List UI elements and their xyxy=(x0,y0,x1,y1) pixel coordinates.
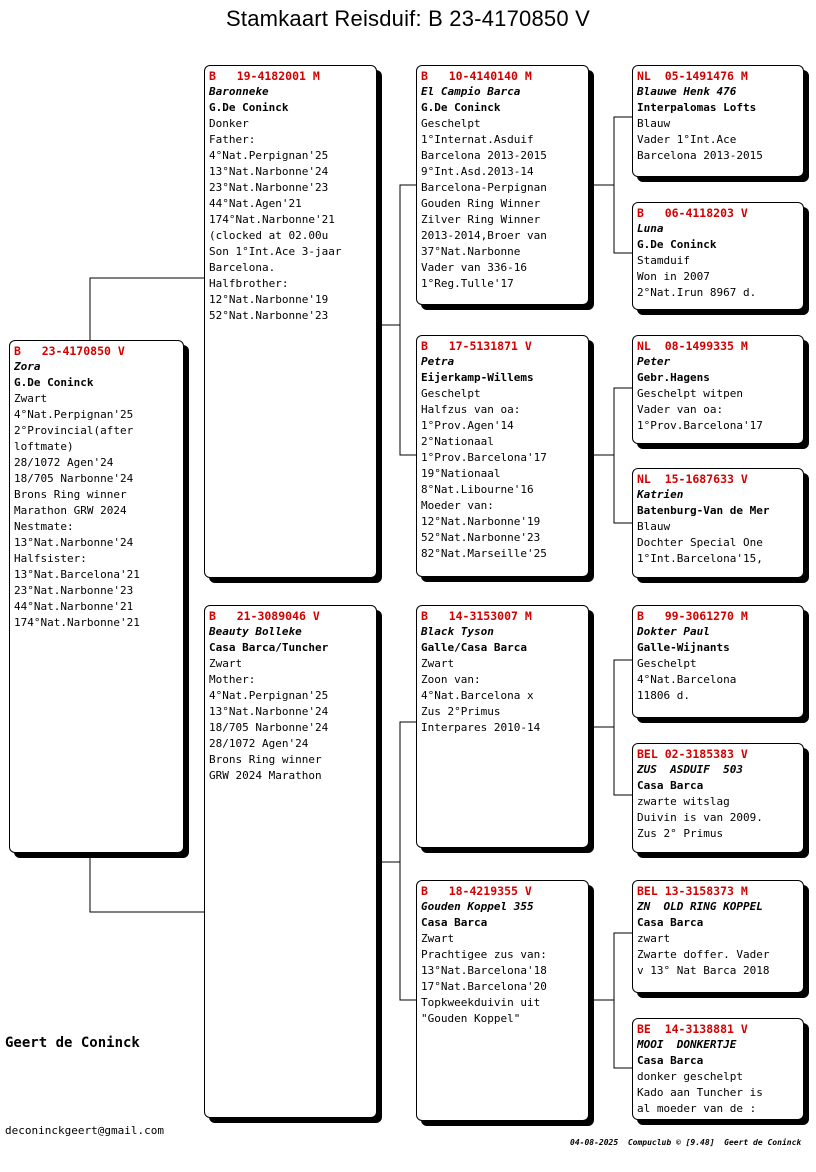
breeder-name: G.De Coninck xyxy=(209,101,289,114)
info-line: Zilver Ring Winner xyxy=(421,213,541,226)
ring-number: NL 05-1491476 M xyxy=(637,69,748,83)
info-line: 2013-2014,Broer van xyxy=(421,229,547,242)
info-line: al moeder van de : xyxy=(637,1102,757,1115)
info-line: Duivin is van 2009. xyxy=(637,811,763,824)
info-line: Brons Ring winner xyxy=(14,488,127,501)
info-line: 9°Int.Asd.2013-14 xyxy=(421,165,534,178)
info-line: Blauw xyxy=(637,117,671,130)
pigeon-name: Beauty Bolleke xyxy=(209,625,302,638)
info-line: Topkweekduivin uit xyxy=(421,996,541,1009)
ring-number: B 10-4140140 M xyxy=(421,69,532,83)
info-line: 2°Nationaal xyxy=(421,435,494,448)
breeder-name: G.De Coninck xyxy=(637,238,717,251)
pigeon-name: ZUS ASDUIF 503 xyxy=(637,763,743,776)
info-line: Vader 1°Int.Ace xyxy=(637,133,737,146)
great-grandparent-fff-card[interactable] xyxy=(632,65,804,177)
info-line: Halfbrother: xyxy=(209,277,289,290)
owner-email: deconinckgeert@gmail.com xyxy=(5,1124,164,1137)
pigeon-name: El Campio Barca xyxy=(421,85,521,98)
info-line: 12°Nat.Narbonne'19 xyxy=(209,293,329,306)
info-line: Zwarte doffer. Vader xyxy=(637,948,770,961)
great-grandparent-ffm-card[interactable] xyxy=(632,202,804,310)
great-grandparent-mmm-card[interactable] xyxy=(632,1018,804,1120)
info-line: zwarte witslag xyxy=(637,795,730,808)
info-line: Donker xyxy=(209,117,249,130)
pigeon-name: ZN OLD RING KOPPEL xyxy=(637,900,763,913)
info-line: 1°Prov.Barcelona'17 xyxy=(421,451,547,464)
info-line: 2°Nat.Irun 8967 d. xyxy=(637,286,757,299)
info-line: Brons Ring winner xyxy=(209,753,322,766)
ring-number: NL 08-1499335 M xyxy=(637,339,748,353)
breeder-name: Eijerkamp-Willems xyxy=(421,371,534,384)
info-line: 23°Nat.Narbonne'23 xyxy=(209,181,329,194)
ring-number: B 19-4182001 M xyxy=(209,69,320,83)
ring-number: NL 15-1687633 V xyxy=(637,472,748,486)
info-line: v 13° Nat Barca 2018 xyxy=(637,964,770,977)
info-line: Blauw xyxy=(637,520,671,533)
info-line: 13°Nat.Narbonne'24 xyxy=(209,165,329,178)
breeder-name: Casa Barca xyxy=(637,1054,704,1067)
info-line: Moeder van: xyxy=(421,499,494,512)
info-line: 37°Nat.Narbonne xyxy=(421,245,521,258)
ring-number: BE 14-3138881 V xyxy=(637,1022,748,1036)
info-line: 1°Prov.Agen'14 xyxy=(421,419,514,432)
ring-number: B 18-4219355 V xyxy=(421,884,532,898)
info-line: Marathon GRW 2024 xyxy=(14,504,127,517)
breeder-name: Batenburg-Van de Mer xyxy=(637,504,770,517)
info-line: 1°Prov.Barcelona'17 xyxy=(637,419,763,432)
info-line: 44°Nat.Agen'21 xyxy=(209,197,302,210)
info-line: Son 1°Int.Ace 3-jaar xyxy=(209,245,342,258)
info-line: 52°Nat.Narbonne'23 xyxy=(421,531,541,544)
info-line: 4°Nat.Perpignan'25 xyxy=(209,149,329,162)
info-line: Zus 2° Primus xyxy=(637,827,724,840)
great-grandparent-mmf-card[interactable] xyxy=(632,880,804,993)
great-grandparent-mff-card[interactable] xyxy=(632,605,804,718)
info-line: GRW 2024 Marathon xyxy=(209,769,322,782)
info-line: 174°Nat.Narbonne'21 xyxy=(209,213,335,226)
info-line: Barcelona-Perpignan xyxy=(421,181,547,194)
info-line: Barcelona. xyxy=(209,261,276,274)
ring-number: B 21-3089046 V xyxy=(209,609,320,623)
info-line: 19°Nationaal xyxy=(421,467,501,480)
ring-number: B 17-5131871 V xyxy=(421,339,532,353)
print-footer xyxy=(570,1138,801,1147)
ring-number: BEL 02-3185383 V xyxy=(637,747,748,761)
info-line: Geschelpt witpen xyxy=(637,387,743,400)
info-line: 18/705 Narbonne'24 xyxy=(14,472,134,485)
maternal-grandmother-card[interactable] xyxy=(416,880,589,1121)
info-line: Kado aan Tuncher is xyxy=(637,1086,763,1099)
info-line: Zwart xyxy=(14,392,48,405)
info-line: Vader van oa: xyxy=(637,403,724,416)
breeder-name: Casa Barca xyxy=(421,916,488,929)
info-line: Zoon van: xyxy=(421,673,481,686)
info-line: 13°Nat.Barcelona'18 xyxy=(421,964,547,977)
paternal-grandfather-card[interactable] xyxy=(416,65,589,305)
great-grandparent-fmm-card[interactable] xyxy=(632,468,804,578)
info-line: 12°Nat.Narbonne'19 xyxy=(421,515,541,528)
pigeon-name: Petra xyxy=(421,355,455,368)
pigeon-name: Gouden Koppel 355 xyxy=(421,900,534,913)
great-grandparent-fmf-card[interactable] xyxy=(632,335,804,444)
info-line: 174°Nat.Narbonne'21 xyxy=(14,616,140,629)
pigeon-name: Katrien xyxy=(637,488,684,501)
info-line: 44°Nat.Narbonne'21 xyxy=(14,600,134,613)
info-line: Stamduif xyxy=(637,254,690,267)
info-line: Halfzus van oa: xyxy=(421,403,521,416)
ring-number: B 99-3061270 M xyxy=(637,609,748,623)
program-credit: Compuclub © [9.48] Geert de Coninck xyxy=(627,1138,802,1147)
breeder-name: G.De Coninck xyxy=(14,376,94,389)
info-line: 13°Nat.Narbonne'24 xyxy=(14,536,134,549)
info-line: loftmate) xyxy=(14,440,74,453)
info-line: 28/1072 Agen'24 xyxy=(209,737,309,750)
info-line: "Gouden Koppel" xyxy=(421,1012,521,1025)
info-line: Father: xyxy=(209,133,256,146)
ring-number: B 06-4118203 V xyxy=(637,206,748,220)
maternal-grandfather-card[interactable] xyxy=(416,605,589,848)
info-line: Barcelona 2013-2015 xyxy=(637,149,763,162)
info-line: 1°Internat.Asduif xyxy=(421,133,534,146)
info-line: 4°Nat.Perpignan'25 xyxy=(209,689,329,702)
info-line: 2°Provincial(after xyxy=(14,424,134,437)
info-line: Zus 2°Primus xyxy=(421,705,501,718)
mother-pigeon-card[interactable] xyxy=(204,605,377,1118)
info-line: (clocked at 02.00u xyxy=(209,229,329,242)
info-line: 52°Nat.Narbonne'23 xyxy=(209,309,329,322)
info-line: 4°Nat.Perpignan'25 xyxy=(14,408,134,421)
info-line: 13°Nat.Barcelona'21 xyxy=(14,568,140,581)
info-line: Zwart xyxy=(421,657,455,670)
owner-name: Geert de Coninck xyxy=(5,1035,140,1051)
breeder-name: G.De Coninck xyxy=(421,101,501,114)
ring-number: B 23-4170850 V xyxy=(14,344,125,358)
paternal-grandmother-card[interactable] xyxy=(416,335,589,577)
pigeon-name: Baronneke xyxy=(209,85,269,98)
pigeon-name: Dokter Paul xyxy=(637,625,710,638)
great-grandparent-mfm-card[interactable] xyxy=(632,743,804,853)
ring-number: B 14-3153007 M xyxy=(421,609,532,623)
info-line: Won in 2007 xyxy=(637,270,710,283)
info-line: zwart xyxy=(637,932,671,945)
info-line: 1°Int.Barcelona'15, xyxy=(637,552,763,565)
info-line: Geschelpt xyxy=(421,387,481,400)
info-line: Dochter Special One xyxy=(637,536,763,549)
pigeon-name: Black Tyson xyxy=(421,625,494,638)
pigeon-name: Peter xyxy=(637,355,671,368)
pigeon-name: MOOI DONKERTJE xyxy=(637,1038,737,1051)
info-line: Vader van 336-16 xyxy=(421,261,527,274)
father-pigeon-card[interactable] xyxy=(204,65,377,578)
info-line: Mother: xyxy=(209,673,256,686)
info-line: 13°Nat.Narbonne'24 xyxy=(209,705,329,718)
info-line: 8°Nat.Libourne'16 xyxy=(421,483,534,496)
info-line: 28/1072 Agen'24 xyxy=(14,456,114,469)
breeder-name: Galle-Wijnants xyxy=(637,641,730,654)
subject-pigeon-card[interactable] xyxy=(9,340,184,853)
info-line: donker geschelpt xyxy=(637,1070,743,1083)
pigeon-name: Luna xyxy=(637,222,664,235)
info-line: Interpares 2010-14 xyxy=(421,721,541,734)
info-line: Geschelpt xyxy=(637,657,697,670)
page-title: Stamkaart Reisduif: B 23-4170850 V xyxy=(226,6,590,31)
pigeon-name: Blauwe Henk 476 xyxy=(637,85,737,98)
info-line: Halfsister: xyxy=(14,552,87,565)
info-line: 11806 d. xyxy=(637,689,690,702)
info-line: Nestmate: xyxy=(14,520,74,533)
info-line: 4°Nat.Barcelona x xyxy=(421,689,534,702)
breeder-name: Casa Barca/Tuncher xyxy=(209,641,329,654)
info-line: Prachtigee zus van: xyxy=(421,948,547,961)
breeder-name: Galle/Casa Barca xyxy=(421,641,527,654)
breeder-name: Casa Barca xyxy=(637,779,704,792)
breeder-name: Casa Barca xyxy=(637,916,704,929)
info-line: Gouden Ring Winner xyxy=(421,197,541,210)
info-line: 23°Nat.Narbonne'23 xyxy=(14,584,134,597)
info-line: Geschelpt xyxy=(421,117,481,130)
info-line: Zwart xyxy=(421,932,455,945)
info-line: Barcelona 2013-2015 xyxy=(421,149,547,162)
breeder-name: Interpalomas Lofts xyxy=(637,101,757,114)
info-line: 17°Nat.Barcelona'20 xyxy=(421,980,547,993)
print-date: 04-08-2025 xyxy=(570,1138,619,1147)
info-line: 4°Nat.Barcelona xyxy=(637,673,737,686)
breeder-name: Gebr.Hagens xyxy=(637,371,710,384)
info-line: 1°Reg.Tulle'17 xyxy=(421,277,514,290)
info-line: 18/705 Narbonne'24 xyxy=(209,721,329,734)
ring-number: BEL 13-3158373 M xyxy=(637,884,748,898)
info-line: Zwart xyxy=(209,657,243,670)
pigeon-name: Zora xyxy=(14,360,41,373)
info-line: 82°Nat.Marseille'25 xyxy=(421,547,547,560)
